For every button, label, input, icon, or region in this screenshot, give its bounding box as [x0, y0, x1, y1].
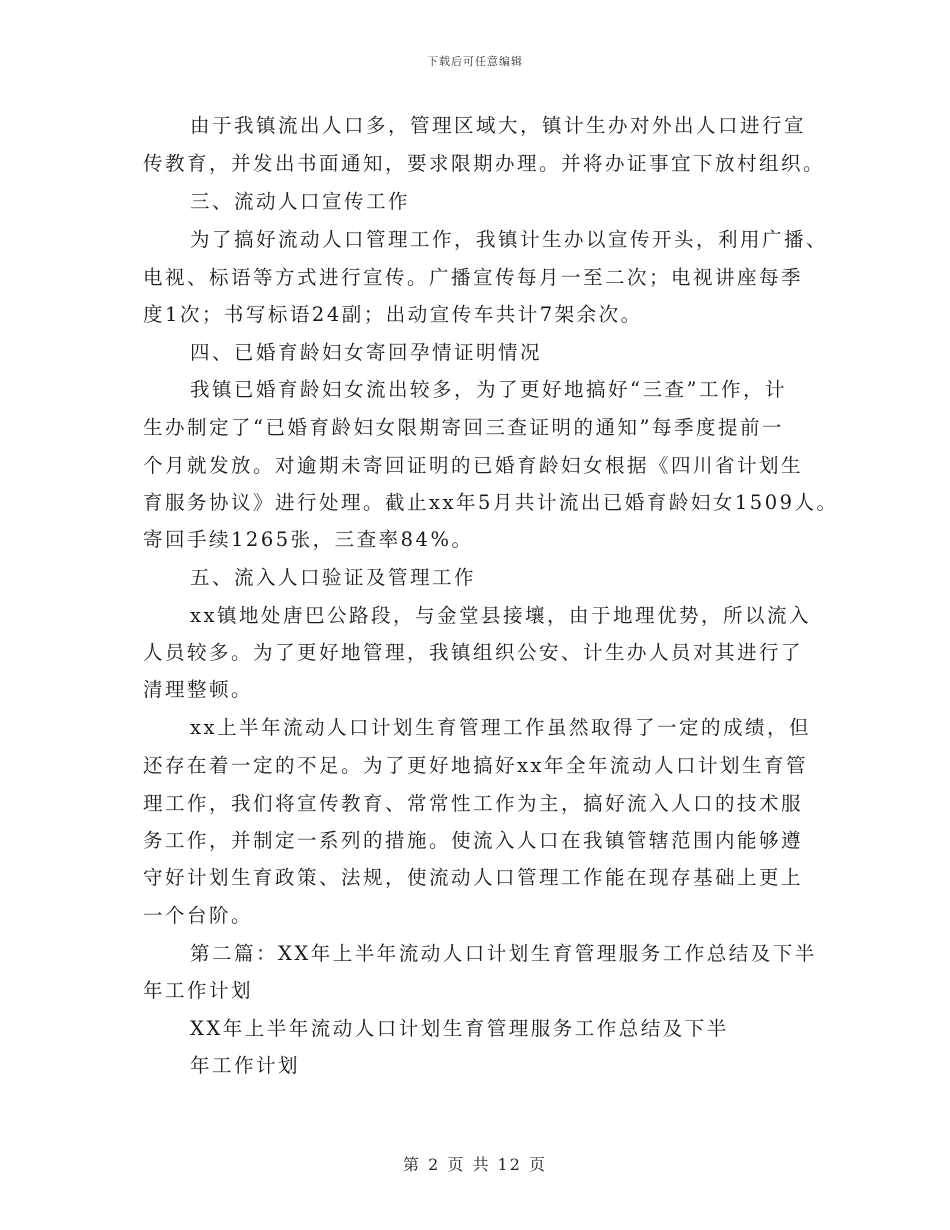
subtitle-line: XX年上半年流动人口计划生育管理服务工作总结及下半 [190, 1017, 729, 1040]
body-line: 电视、标语等方式进行宣传。广播宣传每月一至二次；电视讲座每季 [143, 266, 804, 289]
body-line: 务工作，并制定一系列的措施。使流入人口在我镇管辖范围内能够遵 [143, 829, 804, 852]
header-note: 下载后可任意编辑 [427, 55, 523, 68]
body-line: 度1次；书写标语24副；出动宣传车共计7架余次。 [143, 303, 643, 326]
body-line: 一个台阶。 [143, 904, 254, 927]
body-line: 育服务协议》进行处理。截止xx年5月共计流出已婚育龄妇女1509人。 [143, 491, 839, 514]
subtitle-line: 年工作计划 [190, 1054, 301, 1077]
body-line: xx上半年流动人口计划生育管理工作虽然取得了一定的成绩，但 [190, 716, 811, 739]
page-number: 第 2 页 共 12 页 [403, 1155, 547, 1174]
chapter-heading: 第二篇：XX年上半年流动人口计划生育管理服务工作总结及下半 [190, 942, 817, 965]
body-line: 理工作，我们将宣传教育、常常性工作为主，搞好流入人口的技术服 [143, 792, 804, 815]
section-heading: 五、流入人口验证及管理工作 [190, 566, 477, 589]
body-line: 个月就发放。对逾期未寄回证明的已婚育龄妇女根据《四川省计划生 [143, 454, 804, 477]
body-line: 还存在着一定的不足。为了更好地搞好xx年全年流动人口计划生育管 [143, 754, 808, 777]
body-line: 守好计划生育政策、法规，使流动人口管理工作能在现存基础上更上 [143, 866, 804, 889]
chapter-heading: 年工作计划 [143, 979, 254, 1002]
body-line: 寄回手续1265张，三查率84%。 [143, 528, 474, 551]
section-heading: 三、流动人口宣传工作 [190, 190, 411, 213]
body-line: 清理整顿。 [143, 678, 254, 701]
body-line: 由于我镇流出人口多，管理区域大，镇计生办对外出人口进行宣 [190, 114, 807, 137]
body-line: 传教育，并发出书面通知，要求限期办理。并将办证事宜下放村组织。 [143, 152, 826, 175]
body-line: 为了搞好流动人口管理工作，我镇计生办以宣传开头，利用广播、 [190, 228, 829, 251]
body-line: 生办制定了“已婚育龄妇女限期寄回三查证明的通知”每季度提前一 [143, 416, 784, 439]
body-line: 人员较多。为了更好地管理，我镇组织公安、计生办人员对其进行了 [143, 641, 804, 664]
body-line: 我镇已婚育龄妇女流出较多，为了更好地搞好“三查”工作，计 [190, 378, 787, 401]
body-line: xx镇地处唐巴公路段，与金堂县接壤，由于地理优势，所以流入 [190, 604, 811, 627]
section-heading: 四、已婚育龄妇女寄回孕情证明情况 [190, 341, 543, 364]
